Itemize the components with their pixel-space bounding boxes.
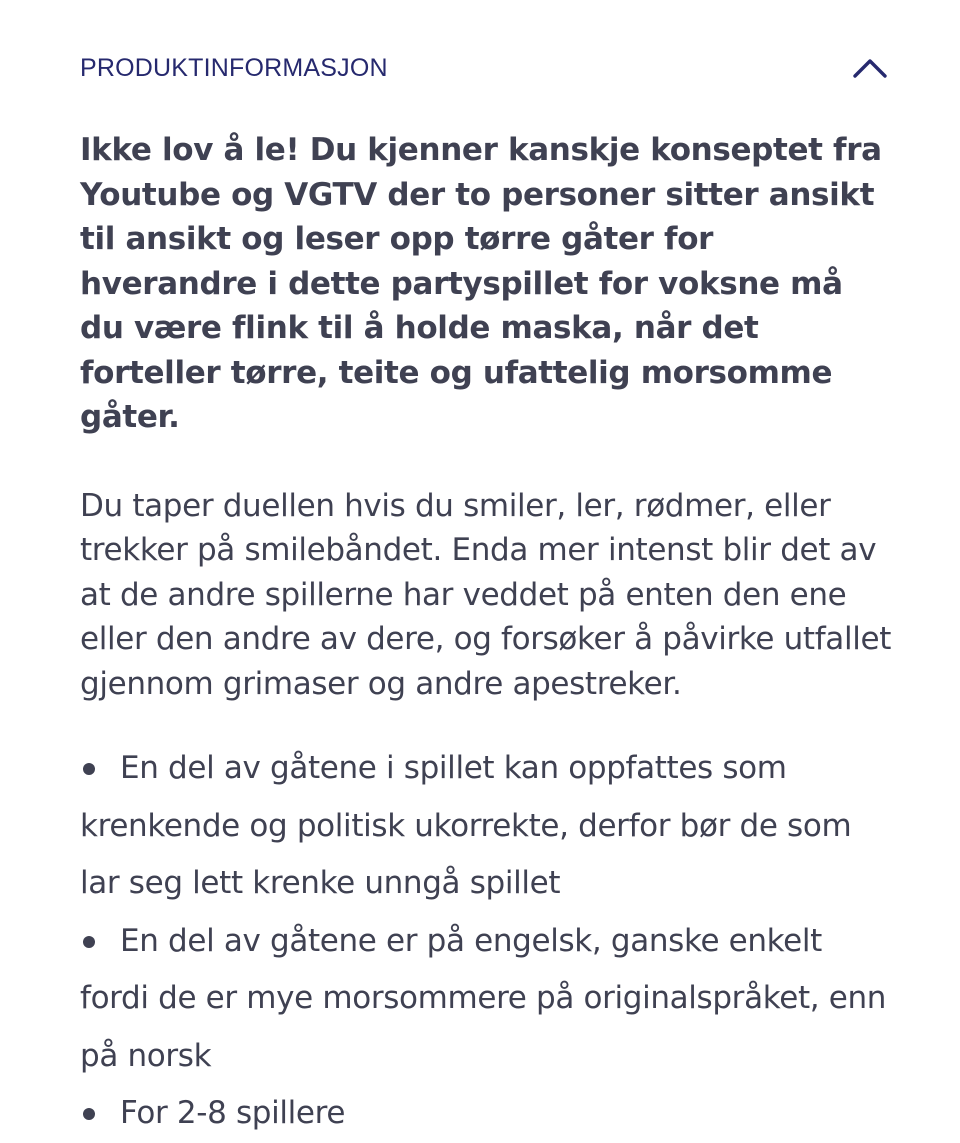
list-item-text: En del av gåtene i spillet kan oppfattes som krenkende og politisk ukorrekte, derfor bør de som lar seg lett krenke unngå spillet: [80, 750, 852, 901]
rules-paragraph: Du taper duellen hvis du smiler, ler, rødmer, eller trekker på smilebåndet. Enda mer intenst blir det av at de andre spillerne har veddet på enten den ene eller den andre av dere, og forsøker å påvirke utfallet gjennom grimaser og andre apestreker.: [80, 487, 891, 702]
list-item-text: For 2-8 spillere: [120, 1095, 346, 1131]
section-title: PRODUKTINFORMASJON: [80, 54, 388, 82]
intro-text: Ikke lov å le! Du kjenner kanskje konseptet fra Youtube og VGTV der to personer sitter ansikt til ansikt og leser opp tørre gåter for hverandre i dette partyspillet for voksne må du være flink til å holde maska, når det forteller tørre, teite og ufattelig morsomme gåter.: [80, 132, 882, 435]
product-info-header[interactable]: [80, 44, 890, 94]
feature-list: [80, 740, 895, 1143]
bullet-icon: [83, 1108, 95, 1120]
list-item: [80, 913, 895, 1086]
bullet-icon: [83, 936, 95, 948]
list-item: [80, 740, 895, 913]
product-description: [80, 128, 895, 1143]
list-item: [80, 1085, 895, 1143]
bullet-icon: [83, 763, 95, 775]
list-item-text: En del av gåtene er på engelsk, ganske enkelt fordi de er mye morsommere på originalspråket, enn på norsk: [80, 922, 887, 1074]
chevron-up-icon[interactable]: [852, 52, 888, 82]
